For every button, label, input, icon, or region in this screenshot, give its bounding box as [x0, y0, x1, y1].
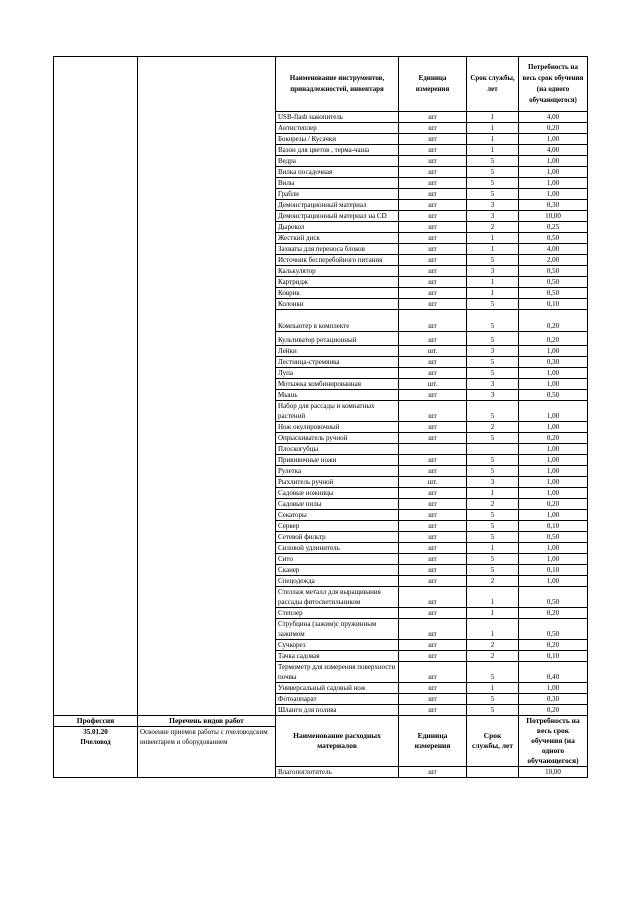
- cell-term: 5: [467, 178, 519, 189]
- cell-need: 4,00: [519, 244, 588, 255]
- cell-need: 0,10: [519, 521, 588, 532]
- cell-need: 0,25: [519, 222, 588, 233]
- cell-need: 1,00: [519, 683, 588, 694]
- cell-need: 0,50: [519, 277, 588, 288]
- cell-need: 1,00: [519, 488, 588, 499]
- cell-name: Спецодежда: [276, 576, 399, 587]
- cell-name: Захваты для переноса блоков: [276, 244, 399, 255]
- cell-term: 1: [467, 608, 519, 619]
- cell-term: [467, 444, 519, 455]
- header2-need: Потребность на весь срок обучения (на одного обучающегося): [519, 716, 588, 767]
- cell-unit: шт: [399, 565, 467, 576]
- cell-term: 1: [467, 488, 519, 499]
- cell-need: 10,00: [519, 767, 588, 778]
- cell-need: 1,00: [519, 368, 588, 379]
- cell-term: 5: [467, 368, 519, 379]
- cell-term: 3: [467, 346, 519, 357]
- profession-blank-cell: [54, 57, 138, 716]
- cell-need: 0,50: [519, 266, 588, 277]
- cell-term: 5: [467, 521, 519, 532]
- profession-header-row: [54, 716, 588, 727]
- cell-term: 1: [467, 543, 519, 554]
- cell-name: Секаторы: [276, 510, 399, 521]
- cell-unit: шт: [399, 189, 467, 200]
- cell-name: Вилы: [276, 178, 399, 189]
- cell-name: Струбцина (зажим)с пружинным зажимом: [276, 619, 399, 640]
- cell-need: 1,00: [519, 543, 588, 554]
- cell-unit: шт: [399, 178, 467, 189]
- cell-name: Садовые ножницы: [276, 488, 399, 499]
- cell-need: 0,20: [519, 433, 588, 444]
- cell-unit: шт: [399, 543, 467, 554]
- cell-unit: шт: [399, 705, 467, 716]
- document-page: [53, 56, 587, 778]
- cell-unit: шт: [399, 222, 467, 233]
- cell-name: Лейки: [276, 346, 399, 357]
- cell-need: 1,00: [519, 134, 588, 145]
- cell-term: 1: [467, 233, 519, 244]
- cell-name: USB-flash накопитель: [276, 112, 399, 123]
- cell-term: 3: [467, 266, 519, 277]
- cell-need: 0,20: [519, 310, 588, 332]
- cell-unit: шт: [399, 510, 467, 521]
- header-unit: Единица измерения: [399, 57, 467, 112]
- profession-title: Пчеловод: [80, 738, 111, 746]
- cell-unit: шт: [399, 233, 467, 244]
- cell-term: 5: [467, 532, 519, 543]
- cell-name: Компьютер в комплекте: [276, 310, 399, 332]
- cell-unit: шт: [399, 368, 467, 379]
- cell-unit: шт.: [399, 477, 467, 488]
- cell-need: 0,50: [519, 233, 588, 244]
- cell-term: 5: [467, 310, 519, 332]
- cell-term: 5: [467, 510, 519, 521]
- cell-need: 0,30: [519, 694, 588, 705]
- cell-need: 2,00: [519, 255, 588, 266]
- cell-term: 2: [467, 222, 519, 233]
- cell-unit: шт: [399, 619, 467, 640]
- cell-name: Демонстрационный материал на CD: [276, 211, 399, 222]
- cell-need: 1,00: [519, 466, 588, 477]
- cell-term: 2: [467, 499, 519, 510]
- cell-name: Коврик: [276, 288, 399, 299]
- cell-term: 5: [467, 299, 519, 310]
- cell-need: 1,00: [519, 576, 588, 587]
- cell-need: 0,30: [519, 357, 588, 368]
- cell-unit: шт: [399, 277, 467, 288]
- profession-code-title: [54, 727, 138, 778]
- cell-unit: шт.: [399, 346, 467, 357]
- cell-need: 1,00: [519, 554, 588, 565]
- cell-unit: шт: [399, 145, 467, 156]
- cell-need: 10,00: [519, 211, 588, 222]
- cell-unit: шт: [399, 244, 467, 255]
- cell-name: Культиватор ротационный: [276, 332, 399, 346]
- cell-name: Жесткий диск: [276, 233, 399, 244]
- cell-term: 1: [467, 288, 519, 299]
- cell-need: 0,20: [519, 640, 588, 651]
- cell-need: 0,40: [519, 662, 588, 683]
- cell-term: 1: [467, 145, 519, 156]
- cell-term: 1: [467, 134, 519, 145]
- cell-name: Плоскогубцы: [276, 444, 399, 455]
- cell-need: 0,10: [519, 299, 588, 310]
- header2-name: Наименование расходных материалов: [276, 716, 399, 767]
- cell-unit: шт: [399, 554, 467, 565]
- cell-need: 1,00: [519, 346, 588, 357]
- cell-unit: шт: [399, 422, 467, 433]
- cell-unit: шт: [399, 608, 467, 619]
- cell-unit: шт: [399, 288, 467, 299]
- cell-unit: шт: [399, 134, 467, 145]
- cell-name: Источник бесперебойного питания: [276, 255, 399, 266]
- cell-need: 1,00: [519, 444, 588, 455]
- cell-need: 0,30: [519, 200, 588, 211]
- cell-name: Силовой удлинитель: [276, 543, 399, 554]
- cell-name: Садовые пилы: [276, 499, 399, 510]
- cell-name: Грабли: [276, 189, 399, 200]
- cell-unit: шт: [399, 640, 467, 651]
- cell-name: Сито: [276, 554, 399, 565]
- cell-unit: шт: [399, 694, 467, 705]
- cell-term: 5: [467, 255, 519, 266]
- cell-unit: шт: [399, 576, 467, 587]
- cell-unit: шт: [399, 488, 467, 499]
- cell-term: 1: [467, 587, 519, 608]
- cell-unit: шт: [399, 532, 467, 543]
- cell-need: 0,50: [519, 532, 588, 543]
- cell-unit: шт: [399, 167, 467, 178]
- cell-need: 1,00: [519, 510, 588, 521]
- cell-unit: шт: [399, 299, 467, 310]
- cell-name: Сканер: [276, 565, 399, 576]
- cell-unit: шт: [399, 390, 467, 401]
- works-column-label: Перечень видов работ: [138, 716, 276, 727]
- cell-unit: шт: [399, 521, 467, 532]
- cell-term: 1: [467, 112, 519, 123]
- cell-term: 5: [467, 433, 519, 444]
- profession-column-label: Профессия: [54, 716, 138, 727]
- cell-name: Ведра: [276, 156, 399, 167]
- cell-name: Нож окулировочный: [276, 422, 399, 433]
- profession-code: 35.01.20: [83, 728, 108, 736]
- cell-unit: [399, 444, 467, 455]
- cell-name: Картридж: [276, 277, 399, 288]
- header-need: Потребность на весь срок обучения (на одного обучающегося): [519, 57, 588, 112]
- cell-unit: шт.: [399, 379, 467, 390]
- equipment-table: [53, 56, 588, 778]
- cell-name: Шланги для полива: [276, 705, 399, 716]
- cell-need: 0,20: [519, 332, 588, 346]
- cell-name: Антистеплер: [276, 123, 399, 134]
- cell-name: Дырокол: [276, 222, 399, 233]
- cell-need: 0,50: [519, 619, 588, 640]
- cell-name: Лестница-стремянка: [276, 357, 399, 368]
- cell-unit: шт: [399, 123, 467, 134]
- cell-unit: шт: [399, 200, 467, 211]
- cell-term: 2: [467, 640, 519, 651]
- header2-unit: Единица измерения: [399, 716, 467, 767]
- cell-name: Степлер: [276, 608, 399, 619]
- cell-unit: шт: [399, 266, 467, 277]
- cell-unit: шт: [399, 683, 467, 694]
- cell-need: 0,20: [519, 705, 588, 716]
- cell-name: Влагопоглотитель: [276, 767, 399, 778]
- cell-name: Опрыскиватель ручной: [276, 433, 399, 444]
- cell-term: 5: [467, 357, 519, 368]
- cell-term: 3: [467, 200, 519, 211]
- cell-name: Термометр для измерения поверхности почвы: [276, 662, 399, 683]
- cell-term: 2: [467, 576, 519, 587]
- cell-unit: шт: [399, 466, 467, 477]
- cell-need: 1,00: [519, 379, 588, 390]
- cell-term: 3: [467, 390, 519, 401]
- cell-unit: шт: [399, 332, 467, 346]
- cell-term: 3: [467, 211, 519, 222]
- cell-unit: шт: [399, 651, 467, 662]
- cell-unit: шт: [399, 401, 467, 422]
- cell-term: 3: [467, 379, 519, 390]
- cell-need: 1,00: [519, 401, 588, 422]
- cell-term: 5: [467, 554, 519, 565]
- cell-need: 0,20: [519, 608, 588, 619]
- cell-name: Лупа: [276, 368, 399, 379]
- cell-unit: шт: [399, 499, 467, 510]
- cell-name: Демонстрационный материал: [276, 200, 399, 211]
- cell-term: 5: [467, 662, 519, 683]
- cell-term: 5: [467, 466, 519, 477]
- cell-unit: шт: [399, 310, 467, 332]
- cell-unit: шт: [399, 255, 467, 266]
- cell-name: Фотоаппарат: [276, 694, 399, 705]
- cell-term: 5: [467, 156, 519, 167]
- cell-unit: шт: [399, 662, 467, 683]
- header-term: Срок службы, лет: [467, 57, 519, 112]
- cell-name: Тачка садовая: [276, 651, 399, 662]
- cell-need: 0,50: [519, 587, 588, 608]
- cell-need: 0,10: [519, 565, 588, 576]
- cell-term: 2: [467, 651, 519, 662]
- cell-term: 5: [467, 455, 519, 466]
- cell-term: 5: [467, 401, 519, 422]
- cell-name: Бокорезы / Кусачки: [276, 134, 399, 145]
- cell-unit: шт: [399, 357, 467, 368]
- cell-name: Прививочные ножи: [276, 455, 399, 466]
- cell-need: 1,00: [519, 156, 588, 167]
- header2-term: Срок службы, лет: [467, 716, 519, 767]
- cell-unit: шт: [399, 156, 467, 167]
- cell-name: Рулетка: [276, 466, 399, 477]
- cell-name: Калькулятор: [276, 266, 399, 277]
- cell-term: 5: [467, 705, 519, 716]
- cell-need: 0,20: [519, 499, 588, 510]
- cell-term: 5: [467, 189, 519, 200]
- cell-unit: шт: [399, 455, 467, 466]
- cell-need: 1,00: [519, 178, 588, 189]
- cell-name: Сетевой фильтр: [276, 532, 399, 543]
- profession-work: Освоение приемов работы с пчеловодским инвентарем и оборудованием: [138, 727, 276, 778]
- cell-unit: шт: [399, 587, 467, 608]
- cell-need: 1,00: [519, 167, 588, 178]
- cell-need: 0,50: [519, 288, 588, 299]
- cell-need: 1,00: [519, 422, 588, 433]
- works-blank-cell: [138, 57, 276, 716]
- cell-name: Рыхлитель ручной: [276, 477, 399, 488]
- cell-need: 1,00: [519, 477, 588, 488]
- cell-term: 1: [467, 277, 519, 288]
- cell-unit: шт: [399, 112, 467, 123]
- cell-need: 4,00: [519, 112, 588, 123]
- cell-name: Мышь: [276, 390, 399, 401]
- cell-term: 3: [467, 477, 519, 488]
- cell-term: 5: [467, 332, 519, 346]
- cell-unit: шт: [399, 211, 467, 222]
- cell-need: 0,20: [519, 123, 588, 134]
- cell-term: [467, 767, 519, 778]
- cell-name: Колонки: [276, 299, 399, 310]
- cell-term: 1: [467, 123, 519, 134]
- cell-term: 5: [467, 694, 519, 705]
- cell-term: 1: [467, 619, 519, 640]
- header-name: Наименование инструментов, принадлежностей, инвентаря: [276, 57, 399, 112]
- cell-term: 5: [467, 565, 519, 576]
- cell-need: 1,00: [519, 455, 588, 466]
- cell-name: Набор для рассады и комнатных растений: [276, 401, 399, 422]
- cell-term: 5: [467, 167, 519, 178]
- cell-name: Сучкорез: [276, 640, 399, 651]
- cell-unit: шт: [399, 433, 467, 444]
- cell-need: 0,50: [519, 390, 588, 401]
- cell-term: 2: [467, 422, 519, 433]
- cell-need: 0,10: [519, 651, 588, 662]
- cell-name: Мотыжка комбинированная: [276, 379, 399, 390]
- cell-unit: шт: [399, 767, 467, 778]
- cell-need: 4,00: [519, 145, 588, 156]
- cell-name: Сервер: [276, 521, 399, 532]
- cell-name: Стеллаж металл для выращивания рассады фитосветильником: [276, 587, 399, 608]
- cell-name: Универсальный садовый нож: [276, 683, 399, 694]
- cell-need: 1,00: [519, 189, 588, 200]
- table-header-row: [54, 57, 588, 112]
- cell-name: Вазон для цветов , терма-чаша: [276, 145, 399, 156]
- cell-name: Вилка посадочная: [276, 167, 399, 178]
- cell-term: 1: [467, 244, 519, 255]
- cell-term: 1: [467, 683, 519, 694]
